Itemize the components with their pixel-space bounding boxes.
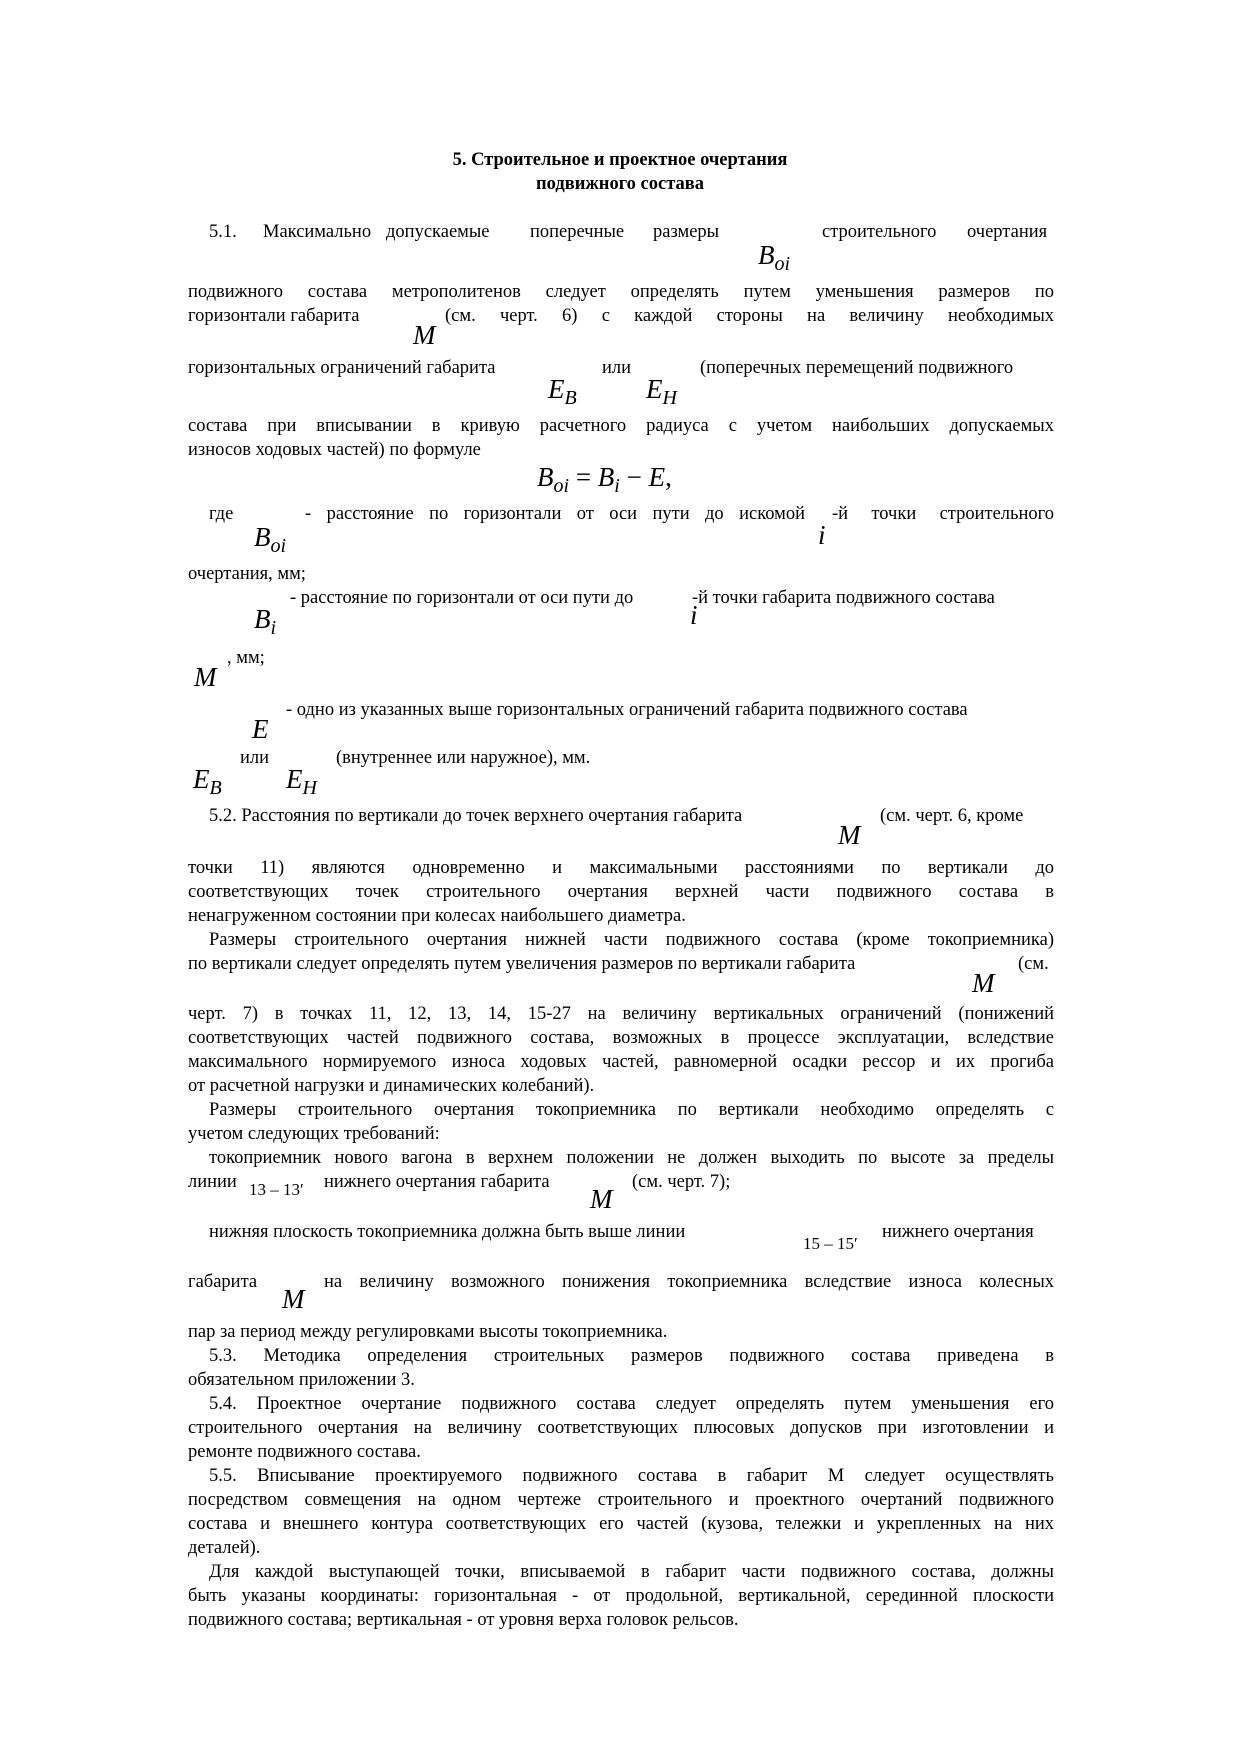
p51-text: Максимально [263, 222, 372, 242]
p52-text: ненагруженном состоянии при колесах наибольшего диаметра. [188, 906, 686, 926]
defs-text: - расстояние по горизонтали от оси пути до [290, 588, 634, 608]
p51-text: очертания [967, 222, 1048, 242]
p52-text: нижнего очертания [882, 1222, 1034, 1242]
p55-text: состава и внешнего контура соответствующих его частей (кузова, тележки и укрепленных на них [188, 1514, 1054, 1534]
p51-text: подвижного состава метрополитенов следует определять путем уменьшения размеров по [188, 282, 1054, 302]
defs-text: (внутреннее или наружное), мм. [336, 748, 591, 768]
p51-text: (поперечных перемещений подвижного [700, 358, 1014, 378]
p52-text: нижнего очертания габарита [324, 1172, 550, 1192]
symbol-E-B: $E_B$ [548, 374, 577, 409]
p54-text: строительного очертания на величину соответствующих плюсовых допусков при изготовлении и [188, 1418, 1054, 1438]
symbol-E-H: $E_H$ [646, 374, 677, 409]
symbol-M: M [413, 320, 436, 350]
symbol-M: M [194, 662, 217, 692]
p51-text: поперечные [530, 222, 625, 242]
defs-text: - одно из указанных выше горизонтальных ограничений габарита подвижного состава [286, 700, 968, 720]
p55-text: подвижного состава; вертикальная - от уровня верха головок рельсов. [188, 1610, 739, 1630]
p52-text: черт. 7) в точках 11, 12, 13, 14, 15-27 на величину вертикальных ограничений (понижений [188, 1004, 1054, 1024]
p52-text: нижняя плоскость токоприемника должна быть выше линии [209, 1222, 686, 1242]
section-title: 5. Строительное и проектное очертания [452, 150, 788, 170]
defs-where: где [209, 504, 234, 524]
p52-text: токоприемник нового вагона в верхнем положении не должен выходить по высоте за пределы [209, 1148, 1054, 1168]
symbol-E-H: $E_H$ [286, 764, 317, 799]
p52-text: учетом следующих требований: [188, 1124, 440, 1144]
p51-text: или [602, 358, 632, 378]
symbol-B-i: $B_i$ [254, 604, 277, 639]
defs-text: очертания, мм; [188, 564, 306, 584]
p52-text: максимального нормируемого износа ходовых частей, равномерной осадки рессор и их прогиба [188, 1052, 1054, 1072]
p55-text: посредством совмещения на одном чертеже строительного и проектного очертаний подвижного [188, 1490, 1054, 1510]
symbol-M: M [972, 968, 995, 998]
p51-text: горизонтальных ограничений габарита [188, 358, 496, 378]
p52-text: от расчетной нагрузки и динамических колебаний). [188, 1076, 595, 1096]
p52-text: (см. [1018, 954, 1049, 974]
section-title-line2: подвижного состава [536, 174, 704, 194]
p52-text: пар за период между регулировками высоты токоприемника. [188, 1322, 668, 1342]
symbol-i: i [690, 600, 698, 630]
p52-text: на величину возможного понижения токоприемника вследствие износа колесных [324, 1272, 1054, 1292]
p51-text: состава при вписывании в кривую расчетного радиуса с учетом наибольших допускаемых [188, 416, 1054, 436]
p53-text: 5.3. Методика определения строительных размеров подвижного состава приведена в [209, 1346, 1054, 1366]
p51-text: размеры [653, 222, 720, 242]
defs-text: -й точки строительного [832, 504, 1054, 524]
p55-text: деталей). [188, 1538, 261, 1558]
p51-text: (см. черт. 6) с каждой стороны на величину необходимых [445, 306, 1054, 326]
p51-text: износов ходовых частей) по формуле [188, 440, 481, 460]
line-15-15: 15 – 15′ [803, 1234, 858, 1253]
p53-text: обязательном приложении 3. [188, 1370, 415, 1390]
p52-text: точки 11) являются одновременно и максимальными расстояниями по вертикали до [188, 858, 1054, 878]
p55-text: Для каждой выступающей точки, вписываемой в габарит части подвижного состава, должны [209, 1562, 1054, 1582]
p52-text: линии [188, 1172, 237, 1192]
defs-text: или [240, 748, 270, 768]
p52-text: (см. черт. 7); [632, 1172, 731, 1192]
p52-text: Размеры строительного очертания токоприемника по вертикали необходимо определять с [209, 1100, 1054, 1120]
symbol-B-oi: $B_{oi}$ [254, 522, 287, 557]
defs-text: , мм; [227, 648, 265, 668]
symbol-E: E [252, 714, 269, 744]
p51-text: строительного [822, 222, 937, 242]
p51-text: 5.1. [209, 222, 237, 242]
symbol-M: M [282, 1284, 305, 1314]
p52-text: габарита [188, 1272, 258, 1292]
p52-text: соответствующих точек строительного очертания верхней части подвижного состава в [188, 882, 1054, 902]
p55-text: быть указаны координаты: горизонтальная - от продольной, вертикальной, серединной плоскости [188, 1586, 1054, 1606]
symbol-M: M [838, 820, 861, 850]
p52-text: соответствующих частей подвижного состава, возможных в процессе эксплуатации, вследствие [188, 1028, 1054, 1048]
symbol-M: M [590, 1184, 613, 1214]
p52-text: (см. черт. 6, кроме [880, 806, 1024, 826]
p52-text: 5.2. Расстояния по вертикали до точек верхнего очертания габарита [209, 806, 743, 826]
p51-text: допускаемые [386, 222, 490, 242]
line-13-13: 13 – 13′ [249, 1180, 304, 1199]
symbol-i: i [818, 520, 826, 550]
p55-text: 5.5. Вписывание проектируемого подвижного состава в габарит М следует осуществлять [209, 1466, 1054, 1486]
defs-text: - расстояние по горизонтали от оси пути до искомой [305, 504, 805, 524]
p52-text: по вертикали следует определять путем увеличения размеров по вертикали габарита [188, 954, 856, 974]
formula: $B_{oi} = B_i - E$, [537, 462, 672, 497]
symbol-E-B: $E_B$ [193, 764, 222, 799]
p54-text: ремонте подвижного состава. [188, 1442, 421, 1462]
defs-text: -й точки габарита подвижного состава [692, 588, 995, 608]
p52-text: Размеры строительного очертания нижней части подвижного состава (кроме токоприемника) [209, 930, 1054, 950]
p51-text: горизонтали габарита [188, 306, 360, 326]
symbol-B-oi: $B_{oi}$ [758, 240, 791, 275]
p54-text: 5.4. Проектное очертание подвижного состава следует определять путем уменьшения его [209, 1394, 1054, 1414]
